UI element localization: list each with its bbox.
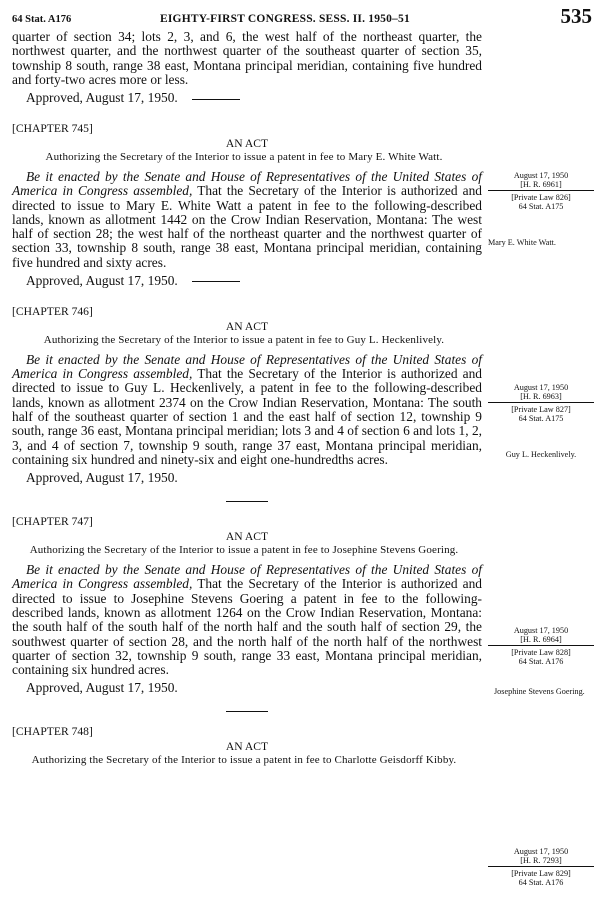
- margin-bill: [H. R. 6963]: [520, 392, 562, 401]
- main-text-column: [12, 30, 482, 767]
- act-title: AN ACT: [225, 740, 269, 754]
- act-description: Authorizing the Secretary of the Interior to issue a patent in fee to Josephine Stevens Goering.: [29, 544, 459, 557]
- margin-note-748: [488, 847, 594, 887]
- margin-rule: [488, 402, 594, 403]
- header-citation: 64 Stat. A176: [12, 14, 72, 25]
- chapter-heading: [CHAPTER 745]: [12, 122, 93, 136]
- margin-date: August 17, 1950: [513, 171, 569, 180]
- approved-line: [12, 680, 482, 695]
- act-text: That the Secretary of the Interior is authorized and directed to issue to Josephine Stevens Goering a patent in fee to the following-described lands, known as allotment 1264 on the Crow Indian Reservation, Montana: the south half of the south half of the north half and the south half of section 29, the southwest quarter of section 28, and the north half of the north half of the northwest quarter of section 32, township 9 south, range 33 east, Montana principal meridian, containing six hundred acres.: [12, 576, 482, 678]
- margin-bill: [H. R. 6961]: [520, 180, 562, 189]
- act-title: AN ACT: [225, 320, 269, 334]
- chapter-heading: [CHAPTER 746]: [12, 305, 93, 319]
- margin-subject-745: Mary E. White Watt.: [488, 238, 556, 247]
- chapter-heading: [CHAPTER 747]: [12, 515, 93, 529]
- act-body: [12, 353, 482, 467]
- separator-rule: [226, 711, 268, 712]
- act-description: Authorizing the Secretary of the Interior to issue a patent in fee to Guy L. Heckenlively.: [43, 334, 445, 347]
- approved-text: Approved, August 17, 1950.: [26, 680, 178, 696]
- margin-date: August 17, 1950: [513, 847, 569, 856]
- margin-subject-747: Josephine Stevens Goering.: [494, 687, 585, 696]
- chapter-heading: [CHAPTER 748]: [12, 725, 93, 739]
- margin-rule: [488, 190, 594, 191]
- continued-paragraph: quarter of section 34; lots 2, 3, and 6, the west half of the northeast quarter, the northwest quarter, and the northwest quarter of the southeast quarter of section 35, township 8 south, range 38 east, Montana principal meridian, containing five hundred and forty-two acres more or less.: [12, 29, 482, 87]
- approved-line: [12, 90, 482, 105]
- approved-text: Approved, August 17, 1950.: [26, 90, 178, 106]
- approved-text: Approved, August 17, 1950.: [26, 470, 178, 486]
- chapter-separator: [12, 699, 482, 717]
- act-text: That the Secretary of the Interior is authorized and directed to issue to Guy L. Heckenlively, a patent in fee to the following-described lands, known as allotment 2374 on the Crow Indian Reservation, Montana: The south half of the southeast quarter of section 1 and the east half of section 12, township 9 south, range 36 east, Montana principal meridian; lots 3 and 4 of section 6 and lots 1, 2, 3, and 4 of section 7, township 9 south, range 37 east, Montana principal meridian, containing six hundred and ninety-six and eight one-hundredths acres.: [12, 366, 482, 467]
- act-title: AN ACT: [225, 530, 269, 544]
- separator-rule: [192, 281, 240, 282]
- act-body: [12, 170, 482, 270]
- margin-stat: 64 Stat. A175: [518, 202, 564, 211]
- margin-private-law: [Private Law 827]: [511, 405, 571, 414]
- margin-rule: [488, 866, 594, 867]
- margin-private-law: [Private Law 829]: [511, 869, 571, 878]
- enacting-clause: Be it enacted by the Senate and House of Representatives of the United States of America in Congress assembled,: [12, 351, 482, 382]
- margin-date: August 17, 1950: [513, 626, 569, 635]
- page-number: 535: [560, 4, 592, 28]
- margin-note-745: [488, 171, 594, 211]
- margin-bill: [H. R. 7293]: [520, 856, 562, 865]
- margin-note-746: [488, 383, 594, 423]
- margin-stat: 64 Stat. A176: [518, 657, 564, 666]
- margin-rule: [488, 645, 594, 646]
- separator-rule: [226, 501, 268, 502]
- approved-line: [12, 273, 482, 288]
- act-text: That the Secretary of the Interior is authorized and directed to issue to Mary E. White Watt a patent in fee to the following-described lands, known as allotment 1442 on the Crow Indian Reservation, Montana: The west half of section 28; the west half of the northeast quarter and the northwest quarter of section 33, township 8 south, range 38 east, Montana principal meridian, containing five hundred and sixty acres.: [12, 183, 482, 270]
- enacting-clause: Be it enacted by the Senate and House of Representatives of the United States of America in Congress assembled,: [12, 168, 482, 199]
- margin-subject-746: Guy L. Heckenlively.: [505, 450, 577, 459]
- margin-private-law: [Private Law 828]: [511, 648, 571, 657]
- approved-text: Approved, August 17, 1950.: [26, 273, 178, 289]
- act-body: [12, 563, 482, 677]
- margin-stat: 64 Stat. A176: [518, 878, 564, 887]
- chapter-separator: [12, 489, 482, 507]
- act-description: Authorizing the Secretary of the Interior to issue a patent in fee to Mary E. White Watt.: [45, 151, 443, 164]
- act-description: Authorizing the Secretary of the Interior to issue a patent in fee to Charlotte Geisdorff Kibby.: [31, 754, 457, 767]
- act-title: AN ACT: [225, 137, 269, 151]
- margin-private-law: [Private Law 826]: [511, 193, 571, 202]
- margin-stat: 64 Stat. A175: [518, 414, 564, 423]
- margin-note-747: [488, 626, 594, 666]
- page-header: [12, 4, 592, 30]
- header-title: EIGHTY-FIRST CONGRESS. SESS. II. 1950–51: [160, 13, 410, 25]
- separator-rule: [192, 99, 240, 100]
- margin-bill: [H. R. 6964]: [520, 635, 562, 644]
- approved-line: [12, 470, 482, 485]
- margin-date: August 17, 1950: [513, 383, 569, 392]
- enacting-clause: Be it enacted by the Senate and House of Representatives of the United States of America in Congress assembled,: [12, 562, 482, 592]
